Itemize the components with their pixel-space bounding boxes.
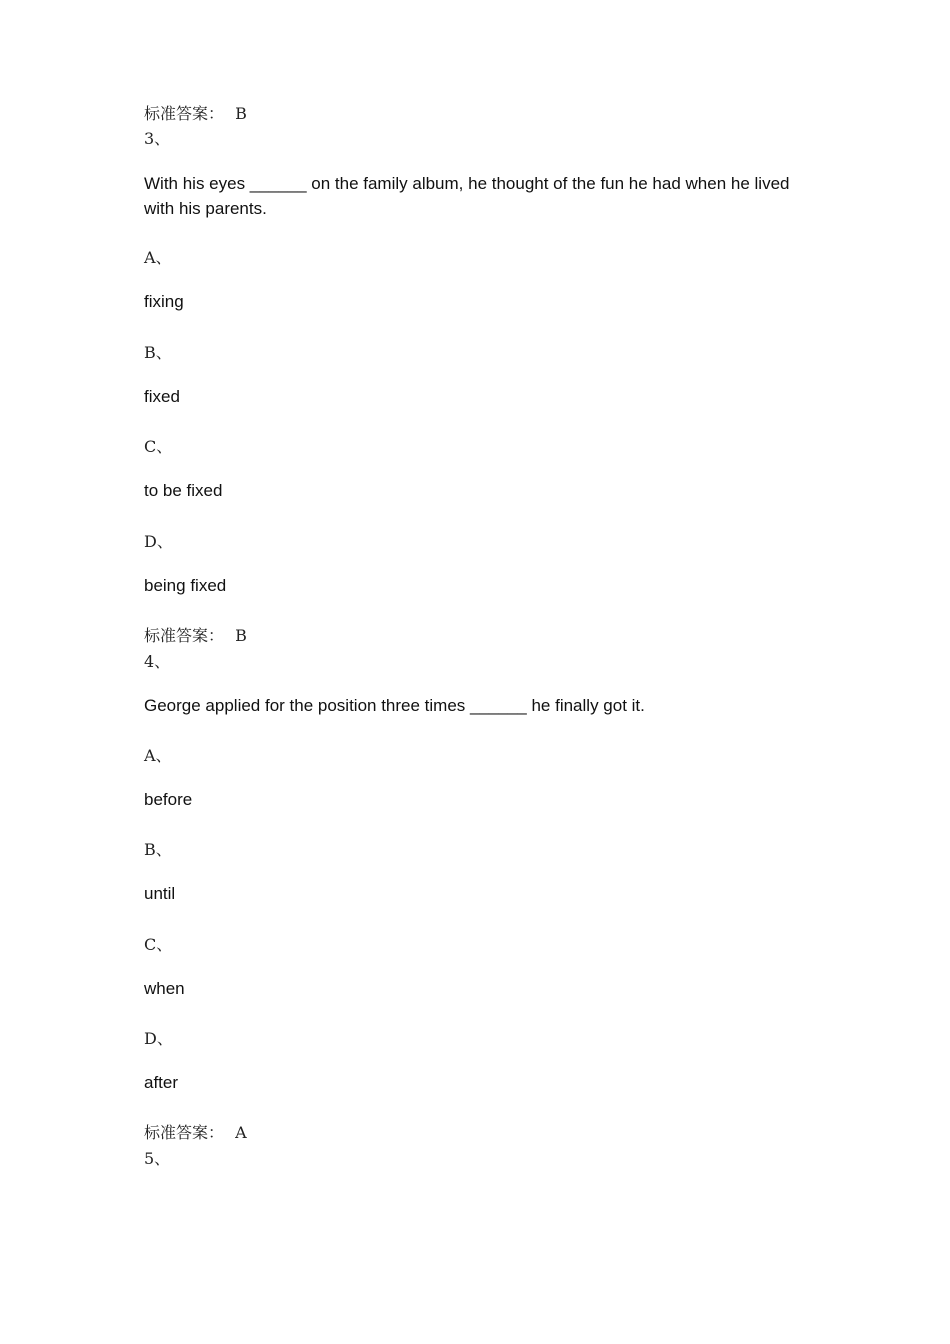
option-label-d: D、: [144, 1029, 173, 1048]
option-text-c: to be fixed: [144, 481, 223, 500]
option-text-a: before: [144, 790, 193, 809]
option-label-c: C、: [144, 935, 173, 954]
option-text-d: after: [144, 1073, 179, 1092]
option-label-c: C、: [144, 437, 173, 456]
question-number: 3、: [144, 129, 171, 148]
option-label-b: B、: [144, 343, 172, 362]
option-text-b: fixed: [144, 387, 180, 406]
option-label-a: A、: [144, 746, 172, 765]
option-label-d: D、: [144, 532, 173, 551]
option-label-b: B、: [144, 840, 172, 859]
answer-label: 标准答案：: [144, 1123, 225, 1142]
question-text: With his eyes ______ on the family album, he thought of the fun he had when he lived with his parents.: [144, 174, 790, 218]
option-text-d: being fixed: [144, 576, 227, 595]
option-text-a: fixing: [144, 292, 184, 311]
option-text-b: until: [144, 884, 176, 903]
question-number: 5、: [144, 1149, 171, 1168]
answer-line: [144, 1120, 247, 1143]
answer-value: B: [235, 626, 247, 645]
question-number: 4、: [144, 652, 171, 671]
answer-value: B: [235, 104, 247, 123]
question-text: George applied for the position three times ______ he finally got it.: [144, 696, 645, 715]
answer-value: A: [235, 1123, 247, 1142]
option-label-a: A、: [144, 248, 172, 267]
answer-label: 标准答案：: [144, 104, 225, 123]
option-text-c: when: [144, 979, 185, 998]
answer-line: [144, 623, 247, 646]
answer-label: 标准答案：: [144, 626, 225, 645]
answer-line: [144, 101, 247, 124]
